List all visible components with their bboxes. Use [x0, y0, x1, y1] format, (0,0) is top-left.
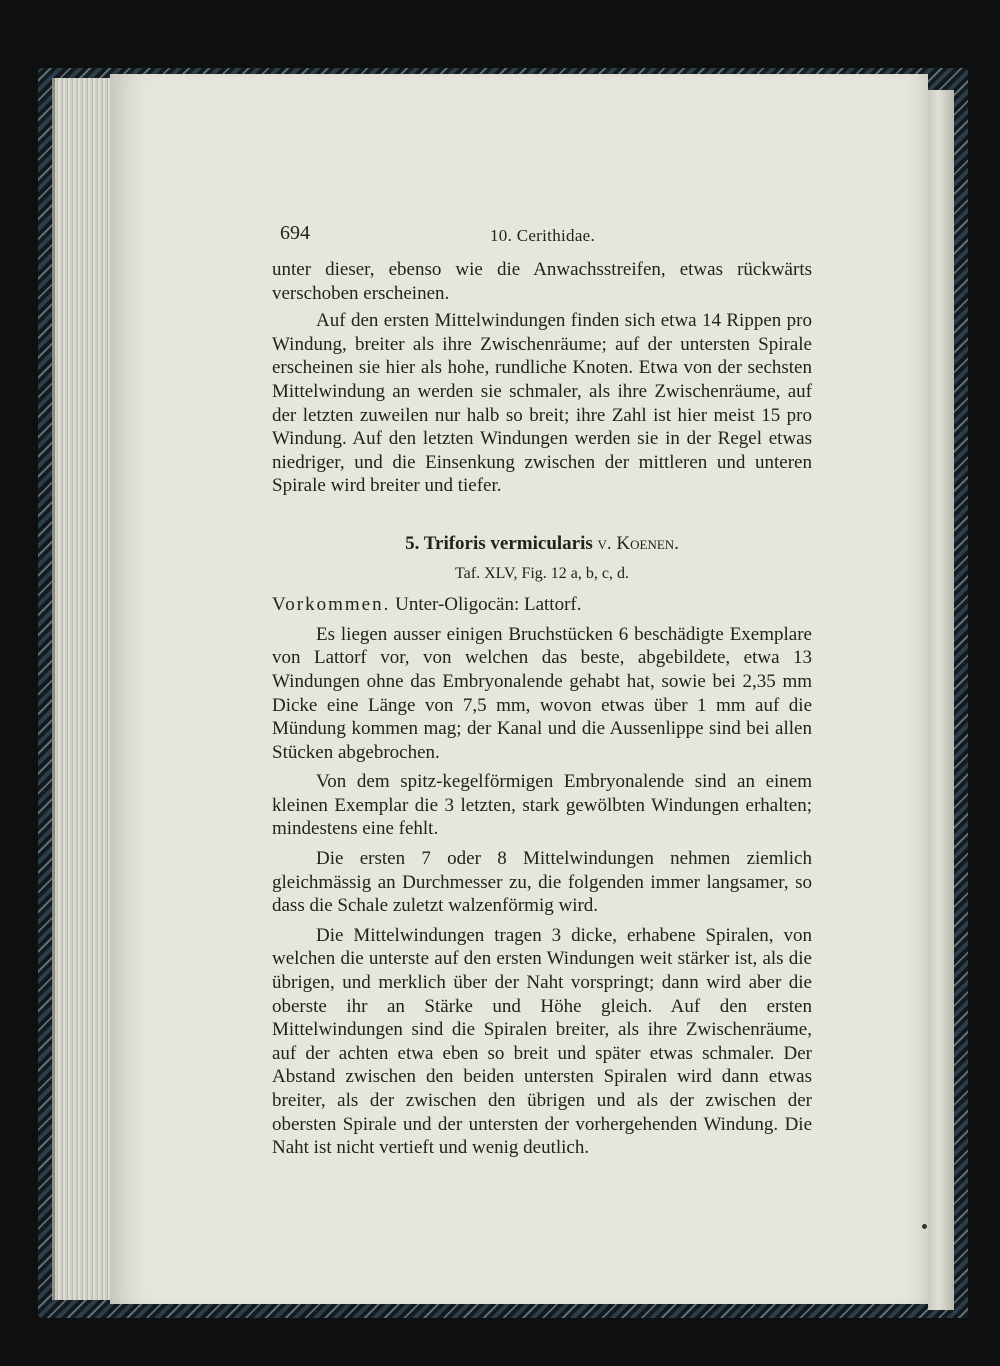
- running-title: 10. Cerithidae.: [490, 226, 596, 245]
- paragraph-whorls: Die ersten 7 oder 8 Mittelwindungen nehmen ziemlich gleichmässig an Durchmesser zu, die folgenden immer langsamer, so dass die Schale zuletzt walzenförmig wird.: [272, 848, 812, 917]
- paragraph-embryonal: Von dem spitz-kegelförmigen Embryonalende sind an einem kleinen Exemplar die 3 letzten, stark gewölbten Windungen erhalten; mindestens eine fehlt.: [272, 771, 812, 840]
- page-number: 694: [280, 222, 310, 244]
- occurrence-label: Vorkommen.: [272, 594, 391, 616]
- ink-speck: [922, 1224, 927, 1229]
- species-author: v. Koenen.: [597, 532, 679, 554]
- occurrence-value: Unter-Oligocän: Lattorf.: [395, 594, 582, 616]
- page-right-edge: [928, 90, 954, 1310]
- paragraph-ribs: Auf den ersten Mittelwindungen finden sich etwa 14 Rippen pro Windung, breiter als ihre Zwischenräume; auf der untersten Spirale erscheinen sie hier als hohe, rundliche Knoten. Etwa von der sechsten Mittelwindung an werden sie schmaler, als ihre Zwischenräume, auf der letzten zuweilen nur halb so breit; ihre Zahl ist hier meist 15 pro Windung. Auf den letzten Windungen werden sie in der Regel etwas niedriger, und die Einsenkung zwischen der mittleren und unteren Spirale wird breiter und tiefer.: [272, 310, 812, 497]
- paragraph-continuation: unter dieser, ebenso wie die Anwachsstreifen, etwas rückwärts verschoben erscheinen.: [272, 259, 812, 304]
- occurrence-line: [272, 593, 812, 617]
- running-header: [272, 222, 812, 248]
- plate-reference: Taf. XLV, Fig. 12 a, b, c, d.: [455, 564, 629, 582]
- paragraph-specimens: Es liegen ausser einigen Bruchstücken 6 beschädigte Exemplare von Lattorf vor, von welchen das beste, abgebildete, etwa 13 Windungen ohne das Embryonalende gehabt hat, sowie bei 2,35 mm Dicke eine Länge von 7,5 mm, wovon etwas über 1 mm auf die Mündung kommen mag; der Kanal und die Aussenlippe sind bei allen Stücken abgebrochen.: [272, 623, 812, 763]
- paragraph-spirals: Die Mittelwindungen tragen 3 dicke, erhabene Spiralen, von welchen die unterste auf den ersten Windungen weit stärker ist, als die übrigen, und merklich über der Naht vorspringt; dann wird aber die oberste ihr an Stärke und Höhe gleich. Auf den ersten Mittelwindungen sind die Spiralen breiter, als ihre Zwischenräume, auf der achten etwa eben so breit und später etwas schmaler. Der Abstand zwischen den beiden untersten Spiralen wird dann etwas breiter, als der zwischen den übrigen und als der zwischen der obersten Spirale und der untersten der vorhergehenden Windung. Die Naht ist nicht vertieft und wenig deutlich.: [272, 924, 812, 1159]
- page-text: [272, 222, 812, 1160]
- species-name: Triforis vermicularis: [423, 532, 593, 554]
- species-number: 5.: [405, 532, 420, 554]
- species-heading: [272, 532, 812, 556]
